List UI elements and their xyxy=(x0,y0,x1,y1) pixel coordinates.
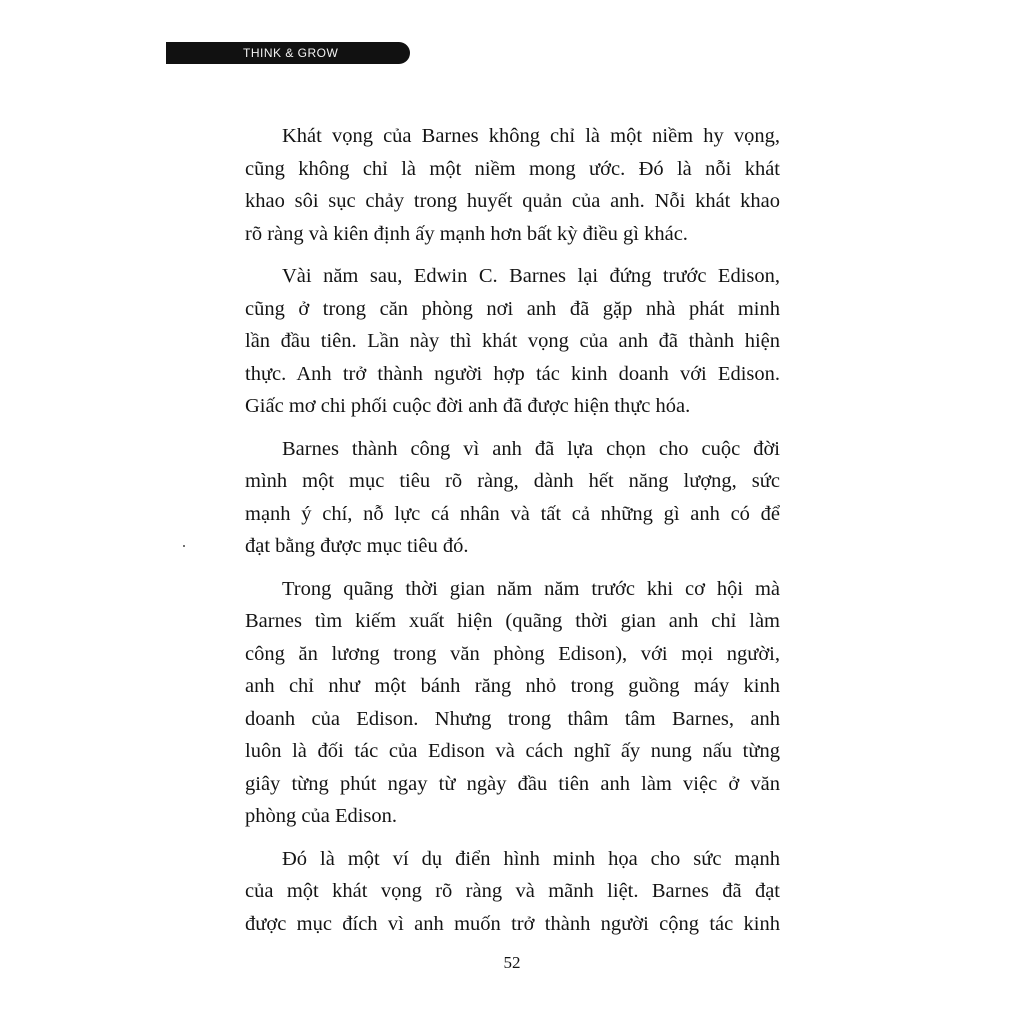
text-line: phòng của Edison. xyxy=(245,805,398,827)
text-line: Đó là một ví dụ điển hình minh họa cho sức mạnh xyxy=(282,847,780,870)
text-line: Barnes tìm kiếm xuất hiện (quãng thời gian anh chỉ làm xyxy=(245,610,780,632)
running-head: THINK & GROW xyxy=(243,46,339,60)
text-line: lần đầu tiên. Lần này thì khát vọng của anh đã thành hiện xyxy=(245,330,780,352)
text-line: đạt bằng được mục tiêu đó. xyxy=(245,535,469,557)
text-line: Vài năm sau, Edwin C. Barnes lại đứng trước Edison, xyxy=(282,265,780,287)
text-line: thực. Anh trở thành người hợp tác kinh doanh với Edison. xyxy=(245,362,780,385)
text-line: mạnh ý chí, nỗ lực cá nhân và tất cả những gì anh có để xyxy=(245,502,780,525)
paragraph xyxy=(245,433,780,563)
text-line: Trong quãng thời gian năm năm trước khi cơ hội mà xyxy=(282,577,780,600)
text-line: được mục đích vì anh muốn trở thành người cộng tác kinh xyxy=(245,912,780,935)
text-line: Giấc mơ chi phối cuộc đời anh đã được hiện thực hóa. xyxy=(245,395,691,417)
paragraph xyxy=(245,843,780,941)
text-line: cũng ở trong căn phòng nơi anh đã gặp nhà phát minh xyxy=(245,297,780,320)
text-line: Khát vọng của Barnes không chỉ là một niềm hy vọng, xyxy=(282,125,780,147)
text-line: khao sôi sục chảy trong huyết quản của anh. Nỗi khát khao xyxy=(245,190,780,212)
text-line: công ăn lương trong văn phòng Edison), với mọi người, xyxy=(245,642,780,665)
text-line: cũng không chỉ là một niềm mong ước. Đó là nỗi khát xyxy=(245,157,780,180)
body-text xyxy=(245,120,780,950)
text-line: giây từng phút ngay từ ngày đầu tiên anh làm việc ở văn xyxy=(245,772,780,795)
text-line: luôn là đối tác của Edison và cách nghĩ ấy nung nấu từng xyxy=(245,740,780,762)
text-line: Barnes thành công vì anh đã lựa chọn cho cuộc đời xyxy=(282,437,780,460)
paragraph xyxy=(245,260,780,423)
scan-speck xyxy=(183,545,185,547)
text-line: mình một mục tiêu rõ ràng, dành hết năng lượng, sức xyxy=(245,470,780,492)
text-line: anh chỉ như một bánh răng nhỏ trong guồng máy kinh xyxy=(245,675,780,697)
text-line: doanh của Edison. Nhưng trong thâm tâm Barnes, anh xyxy=(245,707,780,730)
text-line: của một khát vọng rõ ràng và mãnh liệt. Barnes đã đạt xyxy=(245,880,780,902)
page-number: 52 xyxy=(503,953,521,972)
paragraph xyxy=(245,573,780,833)
paragraph xyxy=(245,120,780,250)
text-line: rõ ràng và kiên định ấy mạnh hơn bất kỳ điều gì khác. xyxy=(245,222,688,245)
